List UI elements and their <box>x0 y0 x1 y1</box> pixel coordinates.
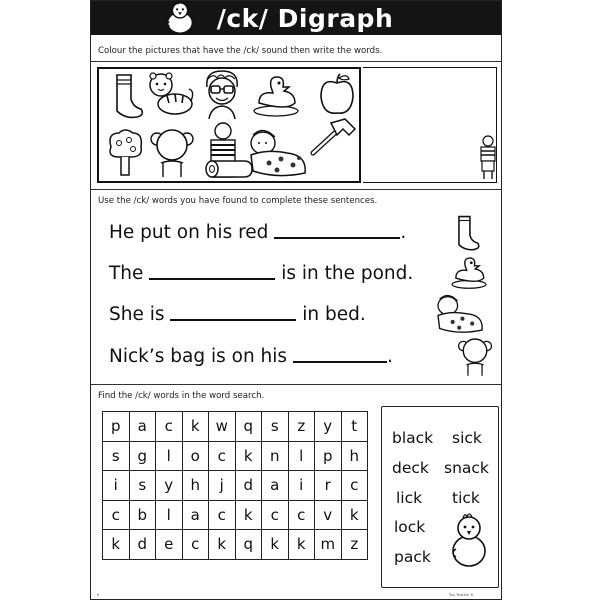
grid-cell[interactable]: c <box>262 500 289 530</box>
word-item: deck <box>392 459 429 477</box>
sentence-text: He put on his red <box>109 222 269 243</box>
grid-cell[interactable]: k <box>235 500 262 530</box>
answer-blank[interactable] <box>149 278 275 280</box>
grid-cell[interactable]: o <box>182 441 209 471</box>
grid-cell[interactable]: c <box>288 500 315 530</box>
worksheet <box>90 0 502 600</box>
grid-cell[interactable]: i <box>103 471 130 501</box>
grid-cell[interactable]: c <box>156 412 183 442</box>
grid-cell[interactable]: e <box>156 530 183 560</box>
girl-back-icon <box>149 125 195 181</box>
grid-row <box>103 412 368 442</box>
grid-cell[interactable]: z <box>288 412 315 442</box>
grid-cell[interactable]: y <box>315 412 342 442</box>
girl-back-icon <box>457 335 493 379</box>
grid-cell[interactable]: v <box>315 500 342 530</box>
word-item: lock <box>394 518 426 536</box>
answer-blank[interactable] <box>293 361 387 363</box>
hammer-icon <box>309 117 357 157</box>
boy-glasses-icon <box>199 69 245 121</box>
grid-row <box>103 530 368 560</box>
grid-cell[interactable]: l <box>156 441 183 471</box>
grid-cell[interactable]: c <box>209 441 236 471</box>
log-icon <box>204 157 254 181</box>
tiger-icon <box>145 71 195 119</box>
grid-cell[interactable]: q <box>235 412 262 442</box>
sentence-text: . <box>400 222 407 243</box>
sentence-3 <box>109 304 366 325</box>
apple-icon <box>317 71 357 117</box>
instruction-wordsearch: Find the /ck/ words in the word search. <box>98 391 265 401</box>
grid-cell[interactable]: z <box>341 530 368 560</box>
grid-cell[interactable]: l <box>156 500 183 530</box>
grid-cell[interactable]: k <box>182 412 209 442</box>
sentence-text: is in the pond. <box>281 263 414 284</box>
word-item: pack <box>394 548 431 566</box>
grid-cell[interactable]: k <box>103 530 130 560</box>
footer-credit: Top Teacher 6 <box>449 593 473 597</box>
grid-cell[interactable]: h <box>341 441 368 471</box>
divider <box>91 384 501 385</box>
grid-cell[interactable]: c <box>182 530 209 560</box>
grid-cell[interactable]: c <box>341 471 368 501</box>
duck-icon <box>449 255 489 289</box>
grid-cell[interactable]: w <box>209 412 236 442</box>
grid-cell[interactable]: q <box>235 530 262 560</box>
grid-row <box>103 500 368 530</box>
grid-cell[interactable]: k <box>288 530 315 560</box>
grid-cell[interactable]: a <box>129 412 156 442</box>
sentence-text: Nick’s bag is on his <box>109 346 288 367</box>
word-item: sick <box>452 429 482 447</box>
answer-blank[interactable] <box>274 237 400 239</box>
grid-cell[interactable]: k <box>235 441 262 471</box>
grid-cell[interactable]: s <box>262 412 289 442</box>
sick-girl-icon <box>429 291 491 335</box>
answer-blank[interactable] <box>170 319 296 321</box>
tree-icon <box>105 127 145 179</box>
divider <box>91 61 501 62</box>
instruction-sentences: Use the /ck/ words you have found to complete these sentences. <box>98 196 378 206</box>
grid-cell[interactable]: n <box>262 441 289 471</box>
word-item: lick <box>396 489 423 507</box>
grid-cell[interactable]: m <box>315 530 342 560</box>
grid-cell[interactable]: d <box>235 471 262 501</box>
picture-panel <box>97 67 361 183</box>
grid-cell[interactable]: i <box>288 471 315 501</box>
grid-cell[interactable]: a <box>262 471 289 501</box>
sock-icon <box>451 215 481 251</box>
grid-cell[interactable]: t <box>341 412 368 442</box>
page-number: 6 <box>97 593 100 597</box>
grid-cell[interactable]: p <box>103 412 130 442</box>
grid-cell[interactable]: k <box>341 500 368 530</box>
grid-cell[interactable]: r <box>315 471 342 501</box>
grid-cell[interactable]: j <box>209 471 236 501</box>
sentence-text: The <box>109 263 144 284</box>
grid-cell[interactable]: p <box>315 441 342 471</box>
word-item: black <box>392 429 434 447</box>
sentence-4 <box>109 346 393 367</box>
grid-cell[interactable]: k <box>262 530 289 560</box>
chick-icon <box>448 511 490 569</box>
sick-girl-icon <box>247 125 309 179</box>
grid-cell[interactable]: a <box>182 500 209 530</box>
grid-cell[interactable]: h <box>182 471 209 501</box>
grid-cell[interactable]: c <box>103 500 130 530</box>
sentence-text: in bed. <box>302 304 366 325</box>
grid-cell[interactable]: b <box>129 500 156 530</box>
grid-cell[interactable]: s <box>103 441 130 471</box>
word-list-box <box>381 406 499 588</box>
grid-row <box>103 471 368 501</box>
sentence-2 <box>109 263 413 284</box>
grid-cell[interactable]: s <box>129 471 156 501</box>
boy-small-icon <box>477 135 499 181</box>
divider <box>91 189 501 190</box>
word-search-grid <box>102 411 368 560</box>
sentence-1 <box>109 222 406 243</box>
chick-icon <box>161 0 199 36</box>
grid-row <box>103 441 368 471</box>
title-bar <box>91 1 501 35</box>
page-title: /ck/ Digraph <box>216 3 394 33</box>
grid-cell[interactable]: d <box>129 530 156 560</box>
sentence-text: She is <box>109 304 165 325</box>
sock-icon <box>107 73 145 119</box>
grid-cell[interactable]: g <box>129 441 156 471</box>
word-item: tick <box>452 489 480 507</box>
grid-cell[interactable]: k <box>209 530 236 560</box>
word-item: snack <box>444 459 489 477</box>
grid-cell[interactable]: l <box>288 441 315 471</box>
sentence-text: . <box>386 346 393 367</box>
instruction-pictures: Colour the pictures that have the /ck/ sound then write the words. <box>98 46 383 56</box>
grid-cell[interactable]: c <box>209 500 236 530</box>
grid-cell[interactable]: y <box>156 471 183 501</box>
duck-icon <box>251 73 301 117</box>
